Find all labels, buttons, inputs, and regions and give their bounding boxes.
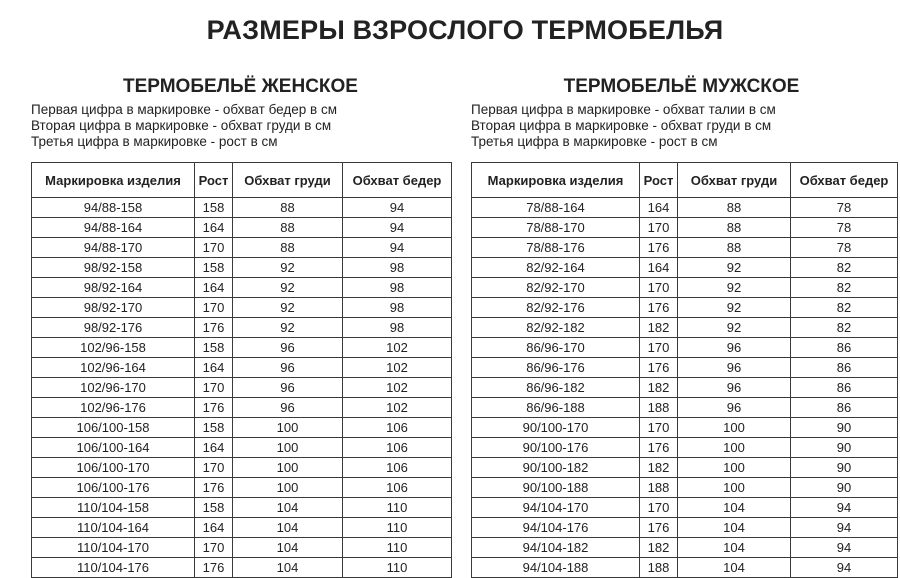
cell-hips: 94 bbox=[343, 198, 452, 218]
table-row bbox=[472, 278, 898, 298]
cell-marking: 82/92-170 bbox=[472, 278, 640, 298]
table-row bbox=[472, 478, 898, 498]
cell-hips: 102 bbox=[343, 378, 452, 398]
table-row bbox=[32, 278, 452, 298]
table-row bbox=[32, 478, 452, 498]
cell-hips: 98 bbox=[343, 298, 452, 318]
cell-marking: 110/104-164 bbox=[32, 518, 195, 538]
cell-hips: 110 bbox=[343, 518, 452, 538]
men-note: Вторая цифра в маркировке - обхват груди в см bbox=[471, 118, 772, 133]
cell-hips: 90 bbox=[791, 438, 898, 458]
cell-height: 164 bbox=[640, 198, 678, 218]
cell-marking: 94/104-188 bbox=[472, 558, 640, 578]
table-row bbox=[32, 358, 452, 378]
cell-marking: 94/88-164 bbox=[32, 218, 195, 238]
cell-chest: 88 bbox=[678, 218, 791, 238]
cell-chest: 92 bbox=[233, 318, 343, 338]
table-row bbox=[472, 498, 898, 518]
women-note: Третья цифра в маркировке - рост в см bbox=[31, 134, 278, 149]
cell-chest: 100 bbox=[233, 438, 343, 458]
table-row bbox=[472, 398, 898, 418]
cell-height: 170 bbox=[195, 298, 233, 318]
cell-height: 182 bbox=[640, 458, 678, 478]
cell-hips: 102 bbox=[343, 398, 452, 418]
cell-height: 164 bbox=[640, 258, 678, 278]
column-header-hips: Обхват бедер bbox=[791, 163, 898, 198]
cell-marking: 110/104-170 bbox=[32, 538, 195, 558]
cell-height: 170 bbox=[640, 218, 678, 238]
cell-height: 182 bbox=[640, 378, 678, 398]
table-row bbox=[472, 518, 898, 538]
cell-hips: 98 bbox=[343, 278, 452, 298]
cell-chest: 96 bbox=[678, 378, 791, 398]
cell-height: 176 bbox=[640, 298, 678, 318]
men-section bbox=[471, 74, 900, 575]
cell-height: 164 bbox=[195, 438, 233, 458]
cell-chest: 96 bbox=[233, 398, 343, 418]
men-title: ТЕРМОБЕЛЬЁ МУЖСКОЕ bbox=[563, 76, 800, 97]
cell-hips: 94 bbox=[343, 218, 452, 238]
cell-marking: 106/100-170 bbox=[32, 458, 195, 478]
cell-hips: 106 bbox=[343, 458, 452, 478]
cell-marking: 86/96-182 bbox=[472, 378, 640, 398]
page-title: РАЗМЕРЫ ВЗРОСЛОГО ТЕРМОБЕЛЬЯ bbox=[206, 15, 724, 45]
table-header-row bbox=[32, 163, 452, 198]
cell-chest: 92 bbox=[678, 278, 791, 298]
cell-chest: 100 bbox=[678, 438, 791, 458]
men-note: Третья цифра в маркировке - рост в см bbox=[471, 134, 718, 149]
table-row bbox=[32, 198, 452, 218]
cell-height: 182 bbox=[640, 538, 678, 558]
column-header-hips: Обхват бедер bbox=[343, 163, 452, 198]
table-header-row bbox=[472, 163, 898, 198]
cell-marking: 110/104-176 bbox=[32, 558, 195, 578]
cell-hips: 94 bbox=[791, 518, 898, 538]
cell-marking: 82/92-176 bbox=[472, 298, 640, 318]
cell-chest: 104 bbox=[233, 498, 343, 518]
cell-chest: 100 bbox=[233, 458, 343, 478]
cell-height: 176 bbox=[640, 518, 678, 538]
cell-marking: 102/96-170 bbox=[32, 378, 195, 398]
column-header-height: Рост bbox=[640, 163, 678, 198]
cell-height: 170 bbox=[640, 338, 678, 358]
cell-chest: 88 bbox=[233, 218, 343, 238]
cell-height: 170 bbox=[195, 538, 233, 558]
cell-hips: 102 bbox=[343, 358, 452, 378]
women-size-table bbox=[31, 162, 452, 578]
cell-height: 170 bbox=[195, 458, 233, 478]
cell-height: 158 bbox=[195, 198, 233, 218]
women-note: Вторая цифра в маркировке - обхват груди в см bbox=[31, 118, 332, 133]
table-row bbox=[32, 498, 452, 518]
cell-height: 164 bbox=[195, 358, 233, 378]
table-row bbox=[472, 298, 898, 318]
column-header-chest: Обхват груди bbox=[678, 163, 791, 198]
cell-chest: 88 bbox=[233, 198, 343, 218]
cell-marking: 98/92-158 bbox=[32, 258, 195, 278]
women-note: Первая цифра в маркировке - обхват бедер в см bbox=[31, 102, 337, 117]
cell-height: 176 bbox=[195, 318, 233, 338]
cell-chest: 96 bbox=[233, 358, 343, 378]
cell-hips: 110 bbox=[343, 538, 452, 558]
cell-hips: 94 bbox=[791, 558, 898, 578]
cell-marking: 78/88-164 bbox=[472, 198, 640, 218]
cell-hips: 102 bbox=[343, 338, 452, 358]
cell-hips: 78 bbox=[791, 218, 898, 238]
men-note: Первая цифра в маркировке - обхват талии в см bbox=[471, 102, 776, 117]
cell-height: 158 bbox=[195, 338, 233, 358]
cell-hips: 106 bbox=[343, 438, 452, 458]
cell-chest: 100 bbox=[233, 478, 343, 498]
cell-chest: 96 bbox=[678, 398, 791, 418]
table-row bbox=[472, 198, 898, 218]
cell-chest: 92 bbox=[233, 258, 343, 278]
table-row bbox=[32, 318, 452, 338]
cell-marking: 106/100-158 bbox=[32, 418, 195, 438]
cell-hips: 98 bbox=[343, 258, 452, 278]
column-header-chest: Обхват груди bbox=[233, 163, 343, 198]
cell-chest: 92 bbox=[233, 278, 343, 298]
table-row bbox=[32, 258, 452, 278]
cell-hips: 90 bbox=[791, 478, 898, 498]
cell-marking: 90/100-188 bbox=[472, 478, 640, 498]
cell-hips: 86 bbox=[791, 338, 898, 358]
cell-marking: 106/100-164 bbox=[32, 438, 195, 458]
cell-height: 188 bbox=[640, 478, 678, 498]
cell-height: 170 bbox=[640, 278, 678, 298]
men-size-table bbox=[471, 162, 898, 578]
cell-marking: 94/104-182 bbox=[472, 538, 640, 558]
cell-hips: 90 bbox=[791, 418, 898, 438]
cell-marking: 86/96-188 bbox=[472, 398, 640, 418]
table-row bbox=[32, 378, 452, 398]
women-notes bbox=[31, 102, 456, 150]
cell-hips: 110 bbox=[343, 498, 452, 518]
cell-height: 176 bbox=[640, 438, 678, 458]
cell-marking: 98/92-164 bbox=[32, 278, 195, 298]
cell-marking: 98/92-176 bbox=[32, 318, 195, 338]
table-row bbox=[472, 418, 898, 438]
cell-height: 182 bbox=[640, 318, 678, 338]
cell-height: 164 bbox=[195, 518, 233, 538]
cell-chest: 96 bbox=[678, 358, 791, 378]
cell-hips: 86 bbox=[791, 358, 898, 378]
table-row bbox=[472, 358, 898, 378]
cell-chest: 104 bbox=[678, 538, 791, 558]
table-row bbox=[472, 258, 898, 278]
column-header-height: Рост bbox=[195, 163, 233, 198]
cell-marking: 78/88-170 bbox=[472, 218, 640, 238]
cell-height: 188 bbox=[640, 558, 678, 578]
cell-chest: 104 bbox=[233, 558, 343, 578]
cell-marking: 94/104-176 bbox=[472, 518, 640, 538]
cell-height: 176 bbox=[195, 398, 233, 418]
cell-chest: 104 bbox=[678, 498, 791, 518]
table-row bbox=[472, 238, 898, 258]
column-header-marking: Маркировка изделия bbox=[32, 163, 195, 198]
cell-hips: 98 bbox=[343, 318, 452, 338]
cell-marking: 102/96-158 bbox=[32, 338, 195, 358]
table-row bbox=[32, 298, 452, 318]
table-row bbox=[32, 238, 452, 258]
cell-hips: 82 bbox=[791, 258, 898, 278]
table-row bbox=[32, 518, 452, 538]
table-row bbox=[472, 538, 898, 558]
cell-hips: 82 bbox=[791, 278, 898, 298]
cell-height: 158 bbox=[195, 498, 233, 518]
cell-height: 170 bbox=[195, 378, 233, 398]
cell-chest: 104 bbox=[678, 558, 791, 578]
cell-height: 188 bbox=[640, 398, 678, 418]
cell-chest: 88 bbox=[678, 198, 791, 218]
cell-chest: 104 bbox=[233, 538, 343, 558]
table-row bbox=[32, 458, 452, 478]
cell-chest: 96 bbox=[233, 378, 343, 398]
cell-chest: 100 bbox=[678, 478, 791, 498]
cell-marking: 94/88-170 bbox=[32, 238, 195, 258]
cell-height: 164 bbox=[195, 278, 233, 298]
cell-hips: 110 bbox=[343, 558, 452, 578]
cell-marking: 106/100-176 bbox=[32, 478, 195, 498]
cell-marking: 110/104-158 bbox=[32, 498, 195, 518]
cell-chest: 104 bbox=[233, 518, 343, 538]
table-row bbox=[32, 398, 452, 418]
cell-marking: 90/100-182 bbox=[472, 458, 640, 478]
cell-chest: 100 bbox=[678, 458, 791, 478]
cell-height: 158 bbox=[195, 258, 233, 278]
cell-hips: 94 bbox=[343, 238, 452, 258]
cell-height: 176 bbox=[640, 238, 678, 258]
cell-height: 170 bbox=[640, 498, 678, 518]
table-row bbox=[472, 438, 898, 458]
women-title: ТЕРМОБЕЛЬЁ ЖЕНСКОЕ bbox=[123, 76, 358, 97]
cell-marking: 102/96-164 bbox=[32, 358, 195, 378]
table-row bbox=[32, 338, 452, 358]
cell-chest: 96 bbox=[233, 338, 343, 358]
cell-height: 176 bbox=[640, 358, 678, 378]
cell-height: 170 bbox=[195, 238, 233, 258]
cell-marking: 86/96-170 bbox=[472, 338, 640, 358]
cell-chest: 92 bbox=[678, 318, 791, 338]
cell-chest: 92 bbox=[678, 258, 791, 278]
table-row bbox=[472, 378, 898, 398]
cell-chest: 88 bbox=[233, 238, 343, 258]
cell-chest: 100 bbox=[233, 418, 343, 438]
cell-marking: 90/100-176 bbox=[472, 438, 640, 458]
cell-hips: 106 bbox=[343, 478, 452, 498]
cell-marking: 94/88-158 bbox=[32, 198, 195, 218]
cell-chest: 96 bbox=[678, 338, 791, 358]
table-row bbox=[472, 218, 898, 238]
table-row bbox=[32, 218, 452, 238]
cell-marking: 78/88-176 bbox=[472, 238, 640, 258]
table-row bbox=[472, 318, 898, 338]
cell-hips: 106 bbox=[343, 418, 452, 438]
table-row bbox=[32, 538, 452, 558]
column-header-marking: Маркировка изделия bbox=[472, 163, 640, 198]
cell-marking: 94/104-170 bbox=[472, 498, 640, 518]
cell-chest: 104 bbox=[678, 518, 791, 538]
cell-hips: 82 bbox=[791, 298, 898, 318]
cell-marking: 82/92-182 bbox=[472, 318, 640, 338]
cell-hips: 86 bbox=[791, 398, 898, 418]
cell-hips: 90 bbox=[791, 458, 898, 478]
cell-hips: 82 bbox=[791, 318, 898, 338]
table-row bbox=[472, 458, 898, 478]
cell-height: 170 bbox=[640, 418, 678, 438]
cell-height: 164 bbox=[195, 218, 233, 238]
cell-marking: 86/96-176 bbox=[472, 358, 640, 378]
cell-hips: 94 bbox=[791, 538, 898, 558]
cell-chest: 92 bbox=[233, 298, 343, 318]
cell-marking: 90/100-170 bbox=[472, 418, 640, 438]
cell-chest: 100 bbox=[678, 418, 791, 438]
table-row bbox=[472, 338, 898, 358]
table-row bbox=[32, 438, 452, 458]
cell-height: 158 bbox=[195, 418, 233, 438]
cell-chest: 88 bbox=[678, 238, 791, 258]
cell-hips: 94 bbox=[791, 498, 898, 518]
cell-chest: 92 bbox=[678, 298, 791, 318]
men-notes bbox=[471, 102, 900, 150]
table-row bbox=[32, 418, 452, 438]
cell-hips: 78 bbox=[791, 238, 898, 258]
cell-marking: 102/96-176 bbox=[32, 398, 195, 418]
cell-height: 176 bbox=[195, 478, 233, 498]
cell-marking: 98/92-170 bbox=[32, 298, 195, 318]
cell-marking: 82/92-164 bbox=[472, 258, 640, 278]
cell-hips: 78 bbox=[791, 198, 898, 218]
women-section bbox=[31, 74, 456, 575]
cell-hips: 86 bbox=[791, 378, 898, 398]
cell-height: 176 bbox=[195, 558, 233, 578]
